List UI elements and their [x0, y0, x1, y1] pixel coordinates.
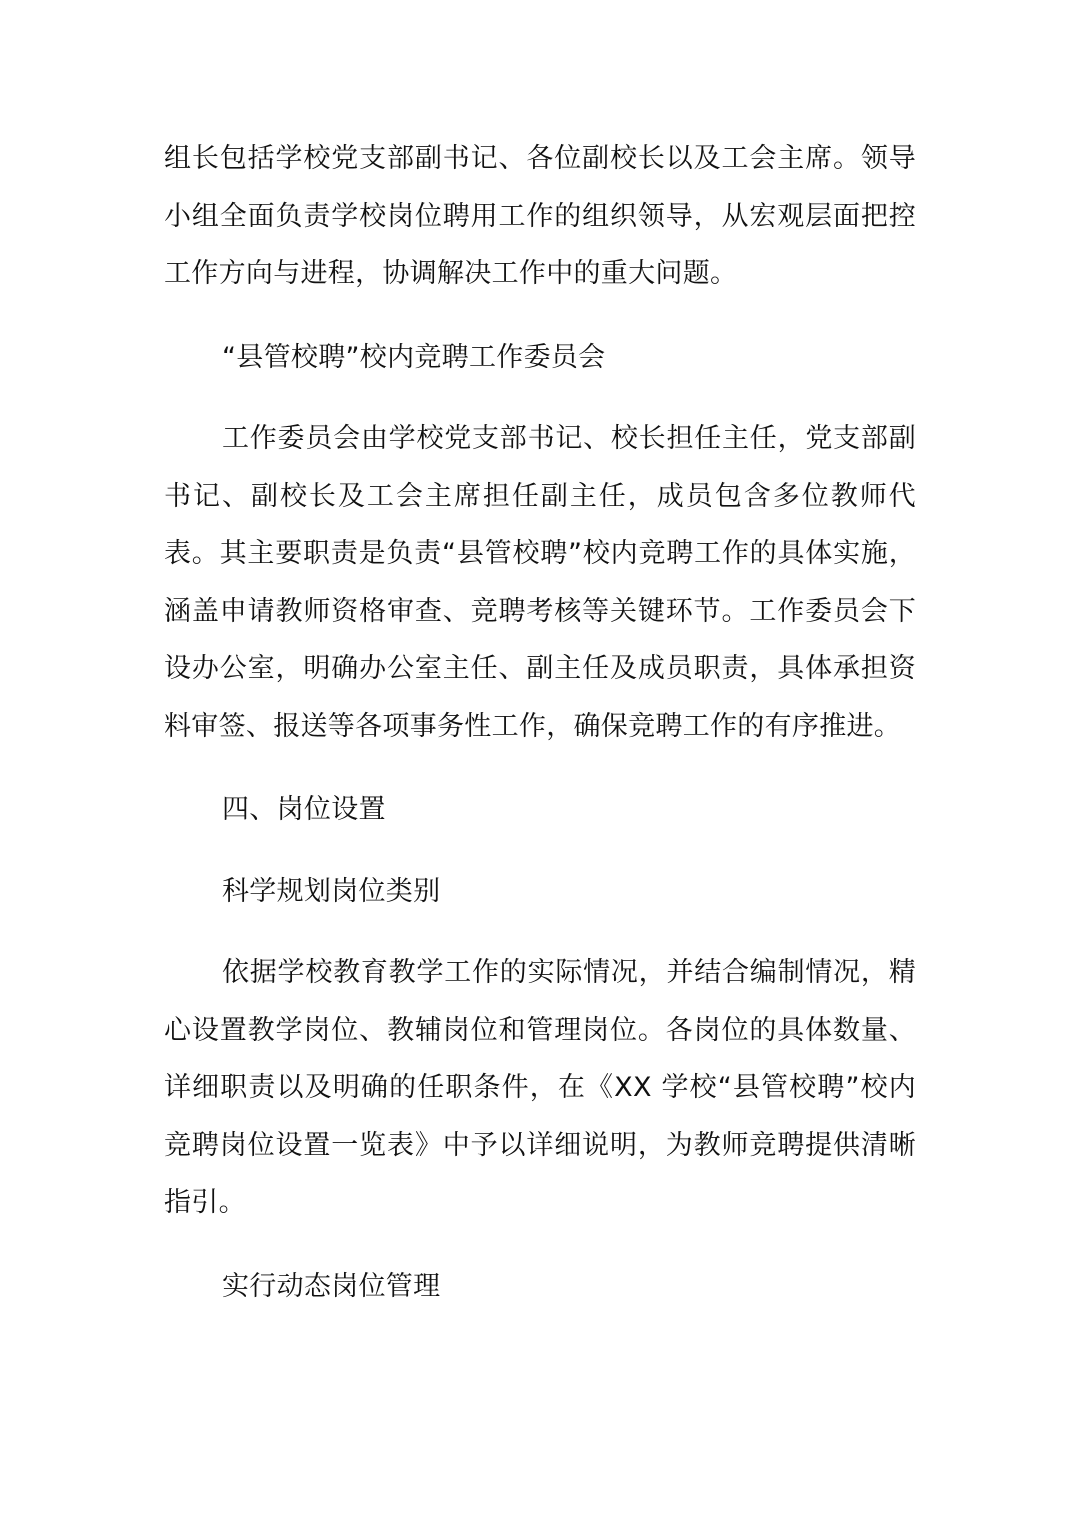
paragraph-committee-duties: 工作委员会由学校党支部书记、校长担任主任，党支部副书记、副校长及工会主席担任副主任，成员包含多位教师代表。其主要职责是负责“县管校聘”校内竞聘工作的具体实施，涵盖申请教师资格审查、竞聘考核等关键环节。工作委员会下设办公室，明确办公室主任、副主任及成员职责，具体承担资料审签、报送等各项事务性工作，确保竞聘工作的有序推进。	[164, 423, 916, 742]
paragraph-post-setup: 依据学校教育教学工作的实际情况，并结合编制情况，精心设置教学岗位、教辅岗位和管理岗位。各岗位的具体数量、详细职责以及明确的任职条件，在《XX 学校“县管校聘”校内竞聘岗位设置一览表》中予以详细说明，为教师竞聘提供清晰指引。	[164, 957, 916, 1218]
heading-committee: “县管校聘”校内竞聘工作委员会	[222, 341, 606, 373]
heading-post-categories: 科学规划岗位类别	[222, 875, 441, 907]
paragraph-leadership-group: 组长包括学校党支部副书记、各位副校长以及工会主席。领导小组全面负责学校岗位聘用工作的组织领导，从宏观层面把控工作方向与进程，协调解决工作中的重大问题。	[164, 143, 916, 289]
heading-section-four: 四、岗位设置	[222, 794, 386, 825]
heading-dynamic-management: 实行动态岗位管理	[222, 1270, 441, 1302]
document-body	[164, 130, 916, 1315]
